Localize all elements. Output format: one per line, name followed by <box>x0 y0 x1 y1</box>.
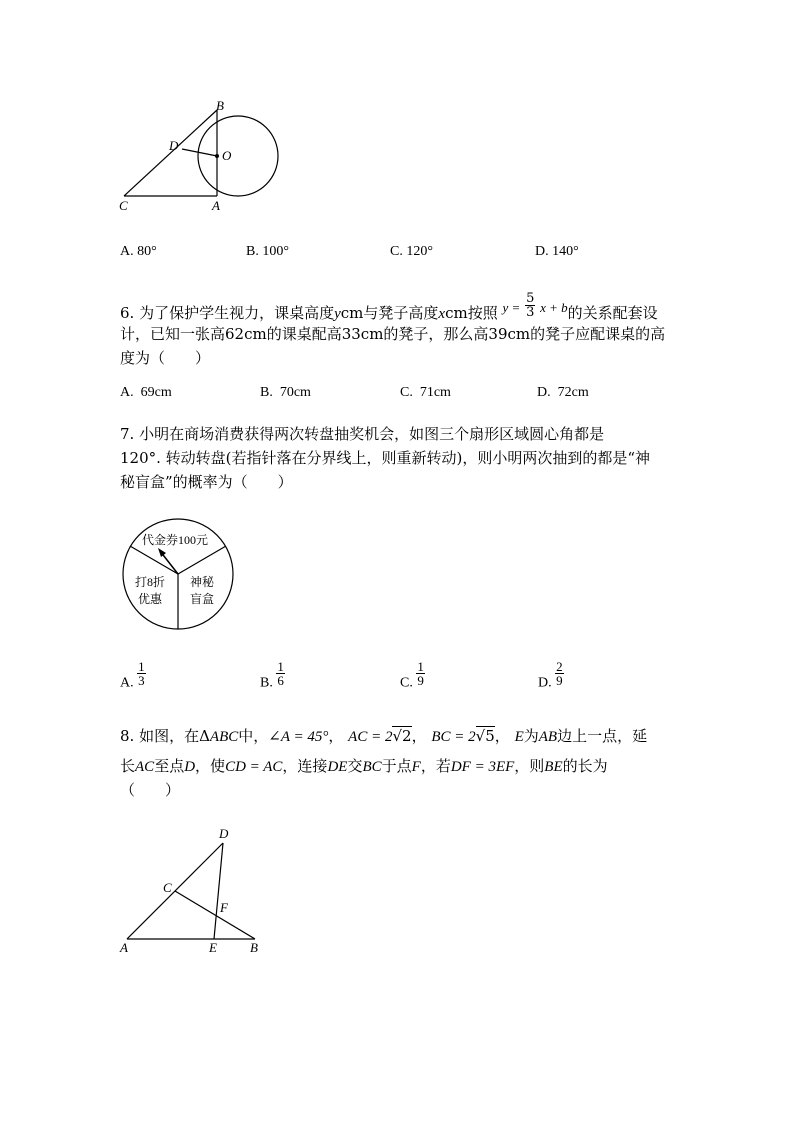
label-a: A <box>212 198 220 213</box>
q6-option-c: C. 71cm <box>400 385 451 400</box>
q7-option-a: A. $\frac{1}{3}$ <box>120 659 145 691</box>
q7-line1: 7. 小明在商场消费获得两次转盘抽奖机会，如图三个扇形区域圆心角都是 <box>120 425 605 443</box>
q8-line3: （ ） <box>120 781 181 799</box>
q7-option-b: B. $\frac{1}{6}$ <box>260 659 284 691</box>
q8-figure <box>115 822 275 957</box>
segment-do <box>182 149 217 156</box>
label-d: D <box>219 826 229 841</box>
sector-label-right-1: 神秘 <box>189 575 215 589</box>
label-e: E <box>209 940 217 955</box>
q6-line3: 度为（ ） <box>120 349 211 367</box>
sector-label-top: 代金券100元 <box>141 533 209 547</box>
label-d: D <box>169 138 179 153</box>
label-c: C <box>163 880 172 895</box>
sector-label-left-1: 打8折 <box>134 575 166 589</box>
q5-option-b: B. 100° <box>246 244 289 259</box>
label-o: O <box>222 148 232 163</box>
label-f: F <box>220 900 228 915</box>
q5-option-c: C. 120° <box>390 244 433 259</box>
q8-line2: 长AC至点D，使CD = AC，连接DE交BC于点F，若DF = 3EF，则BE的长为 <box>120 757 608 775</box>
sector-label-right-2: 盲盒 <box>189 592 215 606</box>
q7-option-d: D. $\frac{2}{9}$ <box>538 659 563 691</box>
segment-de <box>214 843 223 939</box>
q5-option-d: D. 140° <box>535 244 579 259</box>
q7-spinner <box>118 518 240 634</box>
label-c: C <box>119 198 128 213</box>
label-b: B <box>250 940 258 955</box>
q6-option-b: B. 70cm <box>260 385 311 400</box>
q7-option-c: C. $\frac{1}{9}$ <box>400 659 424 691</box>
label-b: B <box>216 98 224 113</box>
point-o <box>215 154 219 158</box>
q8-line1: 8. 如图，在ΔABC中，∠A = 45°， AC = 2√2， BC = 2√5， E为AB边上一点，延 <box>120 727 648 745</box>
q7-line2: 120°. 转动转盘(若指针落在分界线上，则重新转动)，则小明两次抽到的都是“神 <box>120 449 651 467</box>
q6-option-d: D. 72cm <box>537 385 589 400</box>
label-a: A <box>120 940 128 955</box>
q5-option-a: A. 80° <box>120 244 157 259</box>
q6-line1: 6. 为了保护学生视力，课桌高度ycm与凳子高度xcm按照 y = $\frac{5}{3}$ x + b的关系配套设 <box>120 291 658 322</box>
q6-option-a: A. 69cm <box>120 385 172 400</box>
q6-line2: 计，已知一张高62cm的课桌配高33cm的凳子，那么高39cm的凳子应配课桌的高 <box>120 325 666 343</box>
circle-o <box>198 116 278 196</box>
q6-fraction: $\frac{5}{3}$ <box>526 291 535 320</box>
q5-figure <box>110 98 280 218</box>
q7-line3: 秘盲盒”的概率为（ ） <box>120 473 293 491</box>
sector-label-left-2: 优惠 <box>137 592 163 606</box>
